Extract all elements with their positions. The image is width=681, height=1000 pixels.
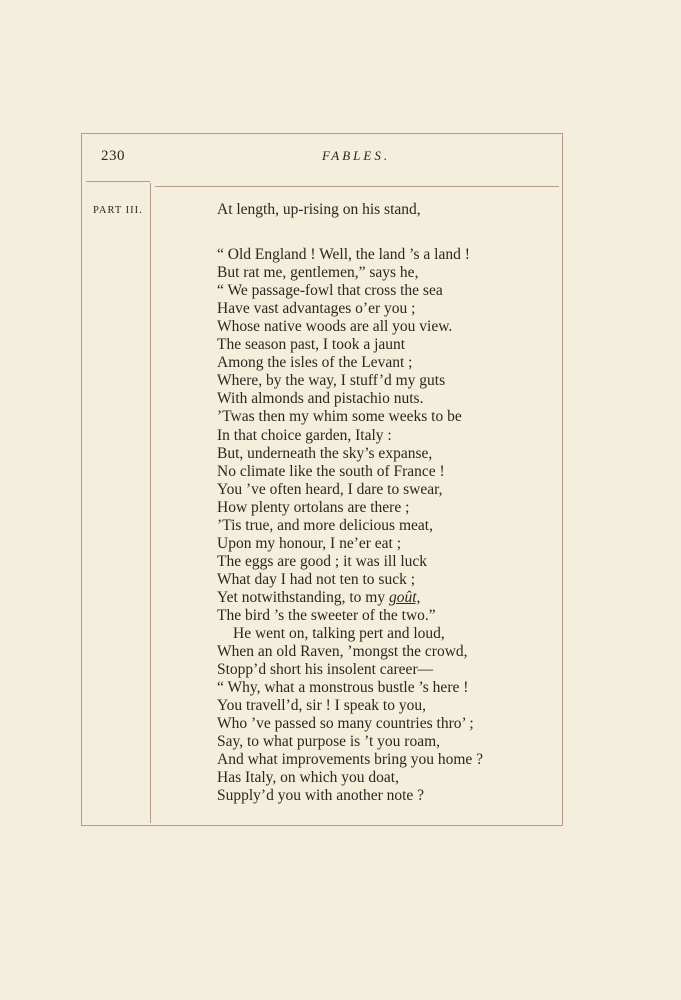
margin-rule-inner xyxy=(150,183,151,823)
running-title: FABLES. xyxy=(322,148,391,163)
poem-line: And what improvements bring you home ? xyxy=(217,751,484,769)
poem-line: The bird ’s the sweeter of the two.” xyxy=(217,606,436,624)
header-rule-right xyxy=(155,186,559,187)
poem-line: “ Old England ! Well, the land ’s a land ! xyxy=(217,246,470,264)
poem-line: In that choice garden, Italy : xyxy=(217,426,392,444)
poem-line: ’Twas then my whim some weeks to be xyxy=(217,408,462,426)
poem-line: ’Tis true, and more delicious meat, xyxy=(217,516,433,534)
page-number: 230 xyxy=(101,148,125,164)
poem-line: Supply’d you with another note ? xyxy=(217,787,425,805)
poem-line-with-italic xyxy=(217,589,483,607)
poem-line: Has Italy, on which you doat, xyxy=(217,769,399,787)
poem-line: “ Why, what a monstrous bustle ’s here ! xyxy=(217,679,469,697)
margin-rule-outer xyxy=(81,133,82,826)
poem-line: No climate like the south of France ! xyxy=(217,462,445,480)
part-label: PART III. xyxy=(93,205,143,216)
poem-line: He went on, talking pert and loud, xyxy=(233,625,445,643)
poem-line: Say, to what purpose is ’t you roam, xyxy=(217,733,441,751)
poem-line: You ’ve often heard, I dare to swear, xyxy=(217,480,443,498)
header-rule-left xyxy=(86,181,150,182)
poem-line-text: Yet notwithstanding, to my xyxy=(217,588,389,606)
poem-line: Where, by the way, I stuff’d my guts xyxy=(217,372,446,390)
poem-line: Who ’ve passed so many countries thro’ ; xyxy=(217,715,474,733)
poem-line: How plenty ortolans are there ; xyxy=(217,498,410,516)
poem-line: When an old Raven, ’mongst the crowd, xyxy=(217,643,468,661)
poem-text xyxy=(217,201,483,806)
poem-line: But, underneath the sky’s expanse, xyxy=(217,444,433,462)
poem-line: At length, up-rising on his stand, xyxy=(217,201,421,218)
poem-line: You travell’d, sir ! I speak to you, xyxy=(217,697,426,715)
italic-word: goût, xyxy=(388,588,421,606)
poem-line: The season past, I took a jaunt xyxy=(217,336,406,354)
poem-line: The eggs are good ; it was ill luck xyxy=(217,552,428,570)
poem-line: Whose native woods are all you view. xyxy=(217,318,453,336)
poem-line: With almonds and pistachio nuts. xyxy=(217,390,424,408)
poem-line: “ We passage-fowl that cross the sea xyxy=(217,282,443,300)
poem-line: But rat me, gentlemen,” says he, xyxy=(217,264,419,282)
poem-line: Stopp’d short his insolent career— xyxy=(217,661,434,679)
poem-line: Among the isles of the Levant ; xyxy=(217,354,413,372)
poem-line: Upon my honour, I ne’er eat ; xyxy=(217,534,402,552)
poem-line: What day I had not ten to suck ; xyxy=(217,570,416,588)
stanza-gap xyxy=(217,219,483,246)
poem-line: Have vast advantages o’er you ; xyxy=(217,300,416,318)
